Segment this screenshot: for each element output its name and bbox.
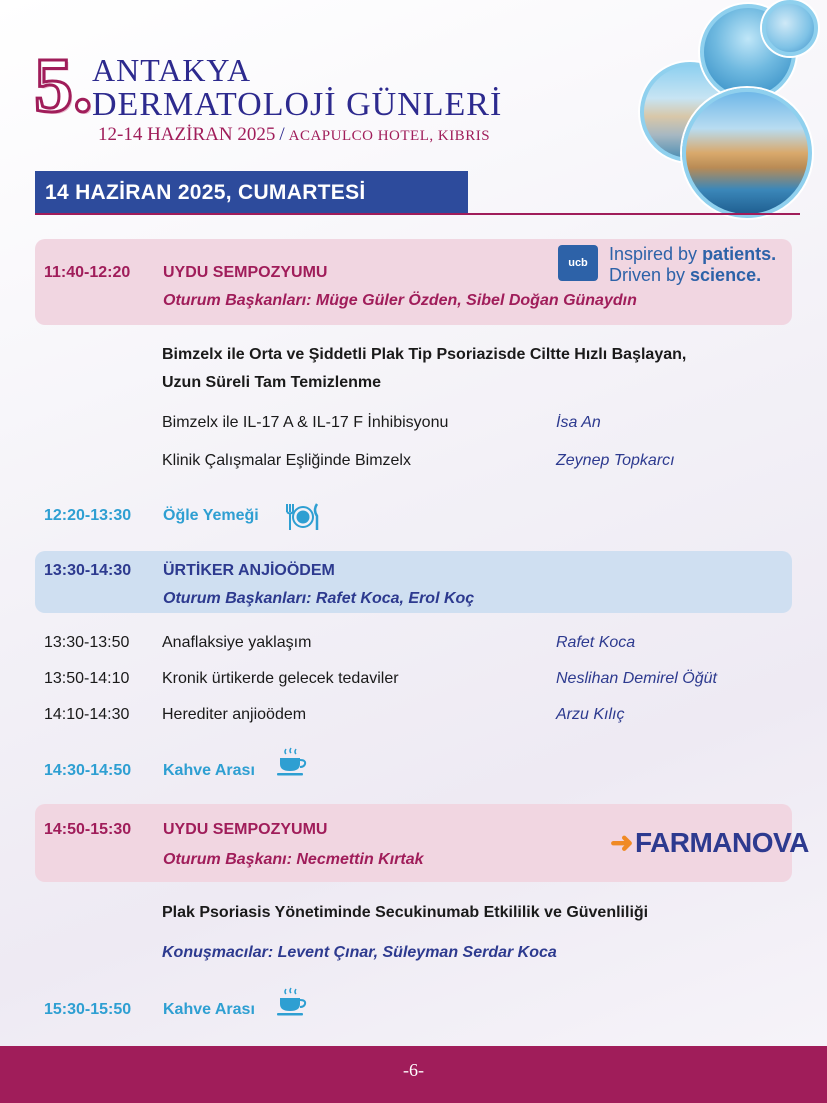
talk-item: Bimzelx ile IL-17 A & IL-17 F İnhibisyonu xyxy=(162,414,449,431)
coffee-icon xyxy=(276,747,308,777)
coffee-icon xyxy=(276,987,308,1017)
talk-time: 14:10-14:30 xyxy=(44,706,130,723)
talk-item: Anaflaksiye yaklaşım xyxy=(162,634,312,651)
break-time: 14:30-14:50 xyxy=(44,762,132,779)
photo-circle-harbor xyxy=(682,88,812,218)
event-dates-venue xyxy=(98,124,490,146)
talk-title: Plak Psoriasis Yönetiminde Secukinumab Etkililik ve Güvenliliği xyxy=(162,904,649,921)
day-title: 14 HAZİRAN 2025, CUMARTESİ xyxy=(35,171,468,214)
session-time: 13:30-14:30 xyxy=(44,562,132,579)
talk-time: 13:50-14:10 xyxy=(44,670,130,687)
speaker-name: Zeynep Topkarcı xyxy=(556,452,675,469)
speaker-name: İsa An xyxy=(556,414,601,431)
talk-item: Klinik Çalışmalar Eşliğinde Bimzelx xyxy=(162,452,411,469)
ucb-logo: ucb xyxy=(558,245,598,281)
speaker-name: Neslihan Demirel Öğüt xyxy=(556,670,717,687)
break-title: Kahve Arası xyxy=(163,1001,255,1018)
session-time: 11:40-12:20 xyxy=(44,264,131,281)
farmanova-logo: ➜FARMANOVA xyxy=(610,827,809,858)
talk-item: Kronik ürtikerde gelecek tedaviler xyxy=(162,670,399,687)
session-chairs: Oturum Başkanı: Necmettin Kırtak xyxy=(163,851,424,868)
event-dates: 12-14 HAZİRAN 2025 xyxy=(98,124,276,145)
day-title-underline xyxy=(35,213,800,215)
event-venue: ACAPULCO HOTEL, KIBRIS xyxy=(288,128,491,144)
session-title: ÜRTİKER ANJİOÖDEM xyxy=(163,562,335,579)
event-title-line1: ANTAKYA xyxy=(92,52,252,88)
break-title: Kahve Arası xyxy=(163,762,255,779)
break-title: Öğle Yemeği xyxy=(163,507,259,524)
break-time: 12:20-13:30 xyxy=(44,507,132,524)
ucb-tagline: Inspired by patients. Driven by science. xyxy=(609,244,777,285)
session-title: UYDU SEMPOZYUMU xyxy=(163,821,328,838)
session-chairs: Oturum Başkanları: Müge Güler Özden, Sibel Doğan Günaydın xyxy=(163,292,637,309)
break-time: 15:30-15:50 xyxy=(44,1001,132,1018)
dining-icon xyxy=(284,500,322,532)
talk-title: Bimzelx ile Orta ve Şiddetli Plak Tip Psoriazisde Ciltte Hızlı Başlayan, xyxy=(162,346,687,363)
page-footer xyxy=(0,1046,827,1103)
talk-title-cont: Uzun Süreli Tam Temizlenme xyxy=(162,374,382,391)
farmanova-mark-icon: ➜ xyxy=(610,827,633,858)
session-chairs: Oturum Başkanları: Rafet Koca, Erol Koç xyxy=(163,590,475,607)
speaker-name: Rafet Koca xyxy=(556,634,636,651)
header-separator: / xyxy=(279,124,285,145)
session-time: 14:50-15:30 xyxy=(44,821,132,838)
talk-time: 13:30-13:50 xyxy=(44,634,130,651)
event-title-line2: DERMATOLOJİ GÜNLERİ xyxy=(92,86,503,123)
session-title: UYDU SEMPOZYUMU xyxy=(163,264,328,281)
session-speakers: Konuşmacılar: Levent Çınar, Süleyman Serdar Koca xyxy=(162,944,557,961)
talk-item: Herediter anjioödem xyxy=(162,706,307,723)
page-number: -6- xyxy=(403,1060,424,1080)
photo-circle-sea xyxy=(762,0,818,56)
speaker-name: Arzu Kılıç xyxy=(556,706,625,723)
edition-number: 5. xyxy=(34,41,93,128)
